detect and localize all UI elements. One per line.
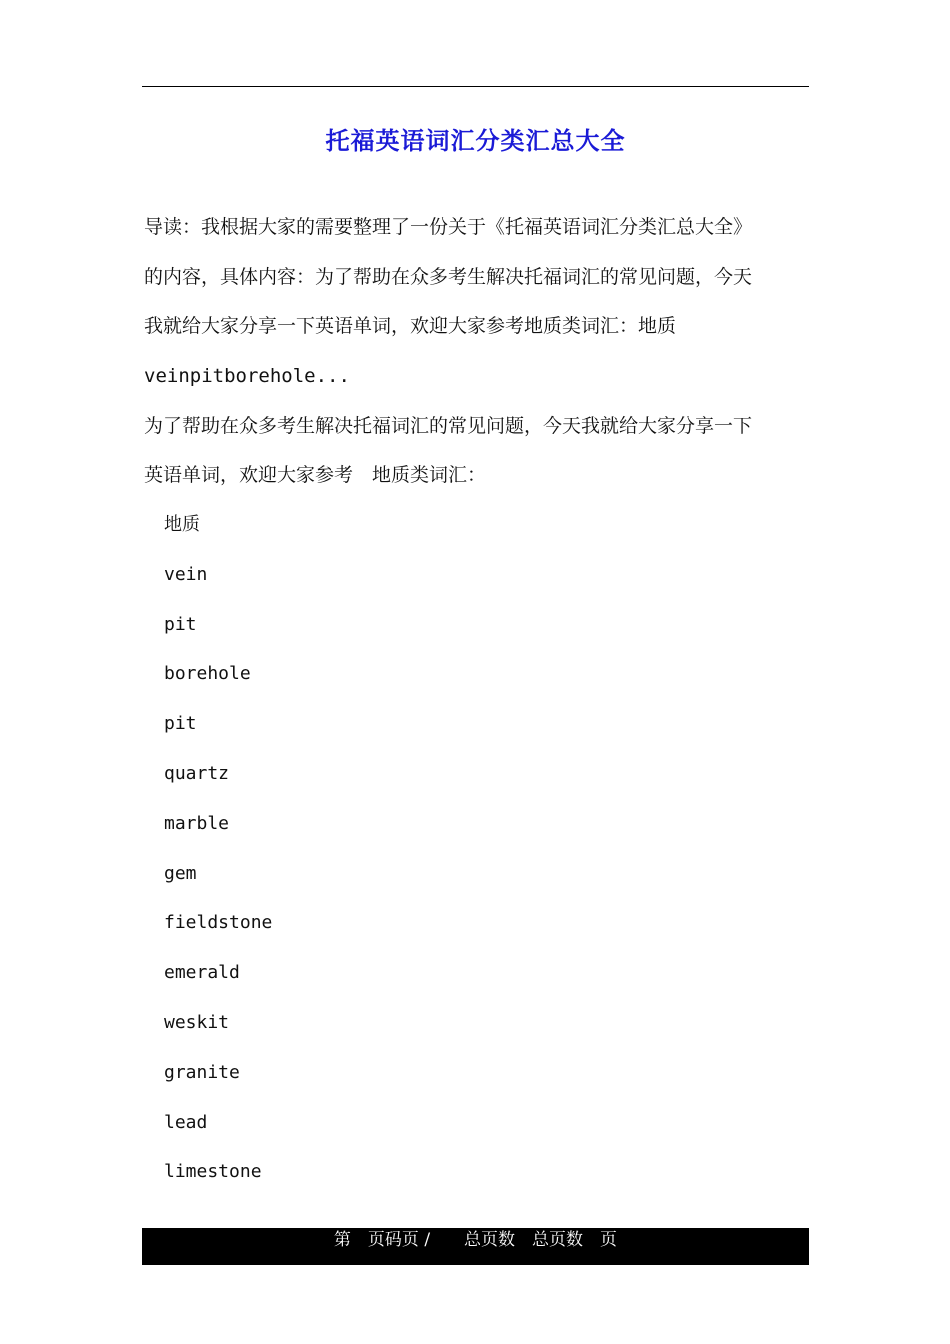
intro-line-3: 我就给大家分享一下英语单词，欢迎大家参考地质类词汇：地质 [144,315,677,338]
header-rule [142,86,809,87]
vocab-item: quartz [164,762,230,784]
vocab-item: pit [164,713,197,735]
vocab-item: fieldstone [164,912,273,934]
vocab-item: limestone [164,1161,262,1183]
vocab-item: marble [164,812,230,834]
intro-line-4: veinpitborehole... [144,365,350,388]
vocab-item: granite [164,1061,240,1083]
document-title: 托福英语词汇分类汇总大全 [325,127,626,155]
intro-line-1: 导读：我根据大家的需要整理了一份关于《托福英语词汇分类汇总大全》 [144,216,753,238]
vocab-item: vein [164,563,208,585]
vocab-item: gem [164,862,197,884]
vocab-list [164,500,764,1197]
intro-line-2: 的内容，具体内容：为了帮助在众多考生解决托福词汇的常见问题，今天 [144,265,753,288]
intro-line-6: 英语单词，欢迎大家参考 地质类词汇： [144,464,487,487]
vocab-item: lead [164,1111,208,1133]
vocab-item: pit [164,613,197,635]
intro-line-5: 为了帮助在众多考生解决托福词汇的常见问题，今天我就给大家分享一下 [144,414,753,437]
vocab-item: emerald [164,962,240,984]
vocab-item: weskit [164,1011,230,1033]
vocab-item: 地质 [164,514,200,535]
page-footer [142,1228,809,1265]
vocab-item: borehole [164,663,251,685]
page-number-text: 第 页码页 / 总页数 总页数 页 [333,1230,618,1250]
intro-paragraph [144,203,809,501]
